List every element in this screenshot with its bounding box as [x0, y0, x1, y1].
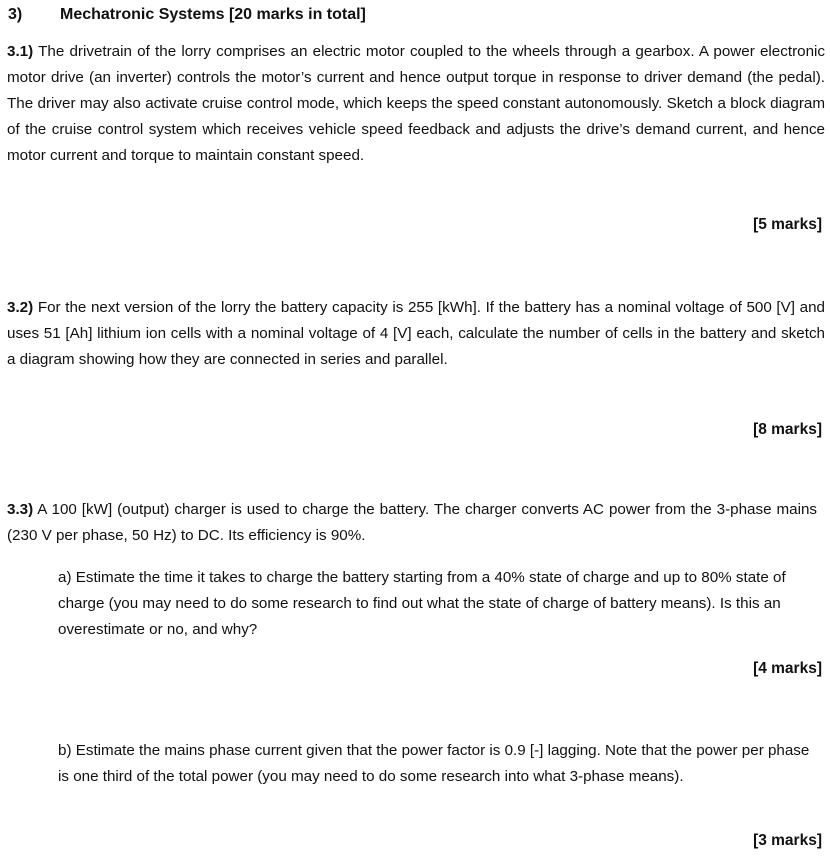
question-3-3b-marks: [3 marks] [753, 832, 822, 849]
question-3-3a [58, 565, 820, 643]
question-3-2 [7, 295, 825, 373]
question-3-2-text: For the next version of the lorry the battery capacity is 255 [kWh]. If the battery has a nominal voltage of 500 [V] and uses 51 [Ah] lithium ion cells with a nominal voltage of 4 [V] each, calculate the number of cells in the battery and sketch a diagram showing how they are connected in series and parallel. [7, 299, 825, 368]
question-3-2-number: 3.2) [7, 299, 34, 316]
section-title: Mechatronic Systems [20 marks in total] [60, 6, 366, 23]
question-3-1 [7, 39, 825, 169]
question-3-3-text: A 100 [kW] (output) charger is used to charge the battery. The charger converts AC power from the 3-phase mains (230 V per phase, 50 Hz) to DC. Its efficiency is 90%. [7, 501, 817, 544]
section-number: 3) [8, 6, 23, 23]
question-3-1-text: The drivetrain of the lorry comprises an electric motor coupled to the wheels through a gearbox. A power electronic motor drive (an inverter) controls the motor’s current and hence output torque in response to driver demand (the pedal). The driver may also activate cruise control mode, which keeps the speed constant autonomously. Sketch a block diagram of the cruise control system which receives vehicle speed feedback and adjusts the drive’s demand current, and hence motor current and torque to maintain constant speed. [7, 43, 825, 164]
question-3-3a-text: a) Estimate the time it takes to charge the battery starting from a 40% state of charge and up to 80% state of charge (you may need to do some research to find out what the state of charge of battery means). Is this an overestimate or no, and why? [58, 569, 786, 638]
question-3-3b [58, 738, 818, 790]
question-3-1-marks: [5 marks] [753, 216, 822, 233]
question-3-1-number: 3.1) [7, 43, 34, 60]
question-3-2-marks: [8 marks] [753, 421, 822, 438]
question-3-3b-text: b) Estimate the mains phase current given that the power factor is 0.9 [-] lagging. Note that the power per phase is one third of the total power (you may need to do some research into what 3-phase means). [58, 742, 810, 785]
question-3-3-number: 3.3) [7, 501, 34, 518]
question-3-3a-marks: [4 marks] [753, 660, 822, 677]
question-3-3 [7, 497, 817, 549]
